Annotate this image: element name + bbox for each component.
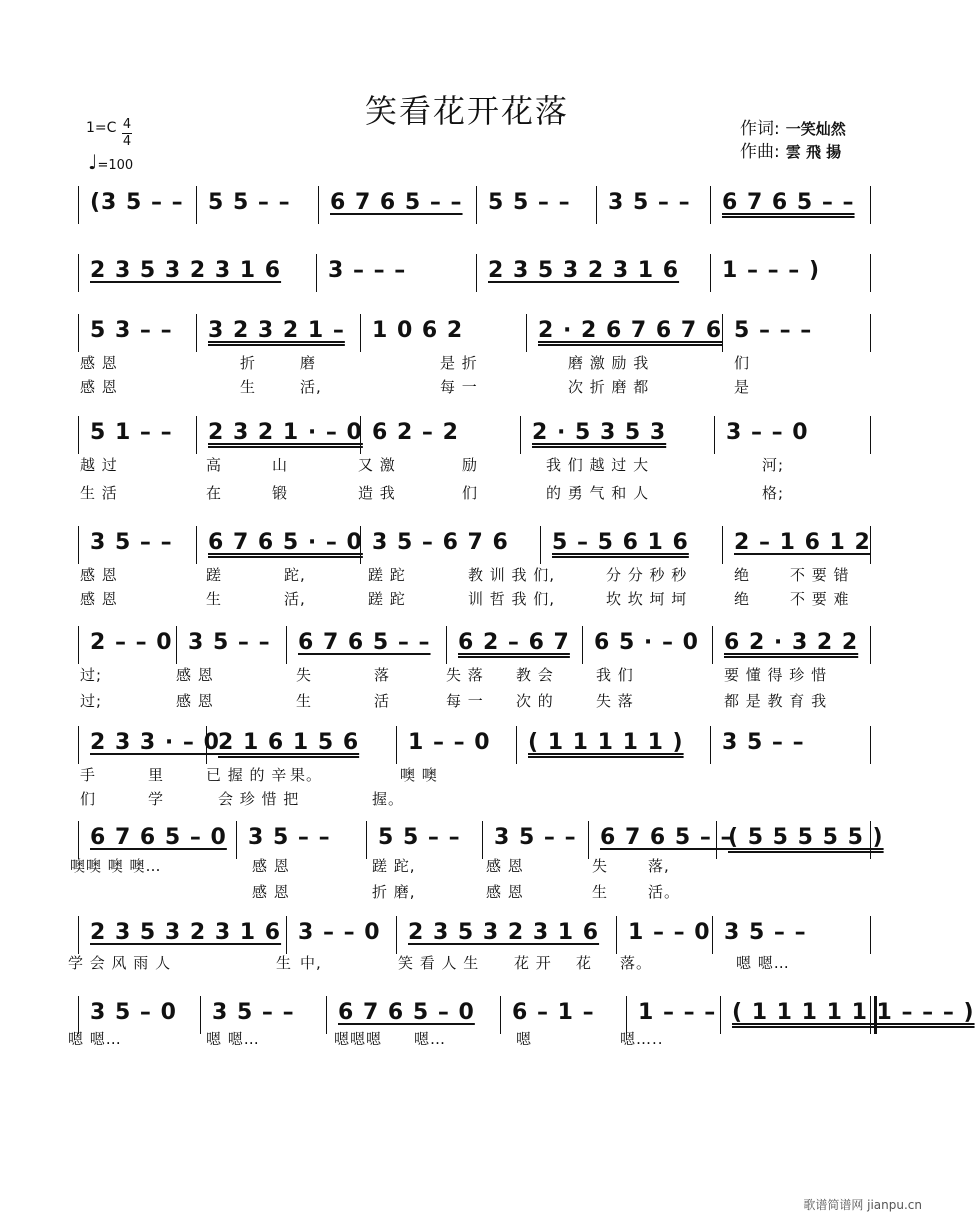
lyric-syllable: 励 xyxy=(462,456,479,474)
lyric-syllable: 中, xyxy=(300,954,322,972)
barline xyxy=(176,626,177,664)
measure: 5 5 – – xyxy=(208,190,291,215)
lyricist-label: 作词: xyxy=(740,119,780,139)
lyric-syllable: 学 xyxy=(148,790,165,808)
lyric-syllable: 不 要 错 xyxy=(790,566,850,584)
lyric-syllable: 们 xyxy=(734,354,751,372)
barline xyxy=(200,996,201,1034)
measure: 2 1 6 1 5 6 xyxy=(218,730,360,755)
final-barline xyxy=(870,314,871,352)
lyric-syllable: 感 恩 xyxy=(486,883,524,901)
composer-label: 作曲: xyxy=(740,142,780,162)
final-barline xyxy=(870,254,871,292)
barline xyxy=(616,916,617,954)
measure: 6 7 6 5 – – xyxy=(600,825,733,850)
barline xyxy=(526,314,527,352)
measure: 3 2 3 2 1 – xyxy=(208,318,345,343)
final-barline xyxy=(870,916,871,954)
lyric-syllable: 过; xyxy=(80,666,103,684)
lyric-syllable: 活, xyxy=(284,590,306,608)
lyric-syllable: 嗯 嗯… xyxy=(206,1030,260,1048)
barline xyxy=(360,314,361,352)
measure: 3 5 – – xyxy=(608,190,691,215)
lyric-syllable: 生 活 xyxy=(80,484,118,502)
barline xyxy=(722,314,723,352)
measure: 5 – 5 6 1 6 xyxy=(552,530,689,555)
lyric-syllable: 是 折 xyxy=(440,354,478,372)
lyric-syllable: 感 恩 xyxy=(486,857,524,875)
lyric-syllable: 绝 xyxy=(734,590,751,608)
lyric-syllable: 生 xyxy=(296,692,313,710)
lyric-syllable: 花 xyxy=(576,954,593,972)
lyric-syllable: 跎, xyxy=(284,566,306,584)
final-barline xyxy=(870,186,871,224)
measure: 2 3 2 1 · – 0 xyxy=(208,420,363,445)
lyric-syllable: 嗯… xyxy=(414,1030,447,1048)
measure: 3 – – 0 xyxy=(726,420,809,445)
measure: 6 7 6 5 · – 0 xyxy=(208,530,363,555)
lyric-syllable: 落。 xyxy=(620,954,653,972)
barline xyxy=(326,996,327,1034)
barline xyxy=(78,254,79,292)
lyric-syllable: 每 一 xyxy=(440,378,478,396)
measure: 1 – – – ) xyxy=(722,258,820,283)
lyric-syllable: 每 一 xyxy=(446,692,484,710)
barline xyxy=(316,254,317,292)
lyric-syllable: 蹉 跎 xyxy=(368,590,406,608)
barline xyxy=(78,526,79,564)
measure: 6 – 1 – xyxy=(512,1000,595,1025)
measure: 2 3 5 3 2 3 1 6 xyxy=(488,258,680,283)
barline xyxy=(710,254,711,292)
lyric-syllable: 嗯 xyxy=(516,1030,533,1048)
lyric-syllable: 会 珍 惜 把 xyxy=(218,790,300,808)
barline xyxy=(78,186,79,224)
measure: 6 7 6 5 – – xyxy=(722,190,855,215)
lyric-syllable: 次 折 磨 都 xyxy=(568,378,650,396)
lyric-syllable: 造 我 xyxy=(358,484,396,502)
lyric-syllable: 活 xyxy=(374,692,391,710)
measure: 3 5 – 0 xyxy=(90,1000,177,1025)
barline xyxy=(596,186,597,224)
lyric-syllable: 锻 xyxy=(272,484,289,502)
quarter-note-icon: ♩ xyxy=(88,150,98,174)
lyric-syllable: 分 分 秒 秒 xyxy=(606,566,688,584)
lyric-syllable: 失 落 xyxy=(596,692,634,710)
lyric-syllable: 生 xyxy=(592,883,609,901)
lyric-syllable: 折 xyxy=(240,354,257,372)
measure: 6 7 6 5 – 0 xyxy=(338,1000,475,1025)
lyric-syllable: 教 训 我 们, xyxy=(468,566,556,584)
barline xyxy=(78,314,79,352)
lyric-syllable: 们 xyxy=(80,790,97,808)
measure: 2 – 1 6 1 2 xyxy=(734,530,871,555)
lyric-syllable: 感 恩 xyxy=(80,566,118,584)
final-barline xyxy=(870,626,871,664)
barline xyxy=(520,416,521,454)
barline xyxy=(196,416,197,454)
tempo-marking xyxy=(88,150,133,174)
barline xyxy=(318,186,319,224)
lyric-syllable: 落, xyxy=(648,857,670,875)
measure: 6 7 6 5 – 0 xyxy=(90,825,227,850)
lyric-syllable: 笑 看 人 生 xyxy=(398,954,480,972)
tempo-value: =100 xyxy=(97,158,134,173)
measure: 2 · 5 3 5 3 xyxy=(532,420,667,445)
lyric-syllable: 果。 xyxy=(290,766,323,784)
lyric-syllable: 又 激 xyxy=(358,456,396,474)
lyric-syllable: 不 要 难 xyxy=(790,590,850,608)
barline xyxy=(722,526,723,564)
lyric-syllable: 蹉 跎, xyxy=(372,857,416,875)
composer-name: 雲 飛 揚 xyxy=(785,143,842,161)
lyric-syllable: 嗯….. xyxy=(620,1030,664,1048)
lyric-syllable: 生 xyxy=(240,378,257,396)
measure: 2 3 5 3 2 3 1 6 xyxy=(408,920,600,945)
lyric-syllable: 蹉 跎 xyxy=(368,566,406,584)
barline xyxy=(712,626,713,664)
barline xyxy=(476,186,477,224)
measure: 5 5 – – xyxy=(378,825,461,850)
lyric-syllable: 生 xyxy=(276,954,293,972)
lyric-syllable: 感 恩 xyxy=(252,883,290,901)
final-barline xyxy=(870,726,871,764)
lyric-syllable: 里 xyxy=(148,766,165,784)
barline xyxy=(286,626,287,664)
measure: 2 – – 0 xyxy=(90,630,173,655)
barline xyxy=(720,996,721,1034)
barline xyxy=(540,526,541,564)
barline xyxy=(78,726,79,764)
lyric-syllable: 已 握 的 辛 xyxy=(206,766,288,784)
lyric-syllable: 我 们 越 过 大 xyxy=(546,456,650,474)
measure: 3 – – – xyxy=(328,258,407,283)
measure: 2 3 5 3 2 3 1 6 xyxy=(90,920,282,945)
measure: ( 5 5 5 5 5 ) xyxy=(728,825,884,850)
lyric-syllable: 训 哲 我 们, xyxy=(468,590,556,608)
measure: 2 · 2 6 7 6 7 6 xyxy=(538,318,723,343)
credits xyxy=(740,118,846,164)
measure: 1 0 6 2 xyxy=(372,318,464,343)
lyric-syllable: 河; xyxy=(762,456,785,474)
barline xyxy=(236,821,237,859)
barline xyxy=(588,821,589,859)
measure: 1 – – 0 xyxy=(628,920,711,945)
key-signature: 1=C xyxy=(86,120,117,136)
measure: 5 5 – – xyxy=(488,190,571,215)
lyric-syllable: 越 过 xyxy=(80,456,118,474)
lyric-syllable: 高 xyxy=(206,456,223,474)
time-denominator: 4 xyxy=(122,134,132,149)
lyric-syllable: 都 是 教 育 我 xyxy=(724,692,828,710)
lyric-syllable: 过; xyxy=(80,692,103,710)
lyric-syllable: 我 们 xyxy=(596,666,634,684)
lyric-syllable: 活。 xyxy=(648,883,681,901)
final-barline xyxy=(870,416,871,454)
lyric-syllable: 手 xyxy=(80,766,97,784)
lyric-syllable: 绝 xyxy=(734,566,751,584)
barline xyxy=(516,726,517,764)
barline xyxy=(710,726,711,764)
measure: 5 – – – xyxy=(734,318,813,343)
barline xyxy=(366,821,367,859)
lyric-syllable: 蹉 xyxy=(206,566,223,584)
lyric-syllable: 坎 坎 坷 坷 xyxy=(606,590,688,608)
lyric-syllable: 失 xyxy=(592,857,609,875)
lyric-syllable: 要 懂 得 珍 惜 xyxy=(724,666,828,684)
measure: 1 – – 0 xyxy=(408,730,491,755)
lyric-syllable: 花 开 xyxy=(514,954,552,972)
measure: 3 5 – – xyxy=(722,730,805,755)
measure: 2 3 5 3 2 3 1 6 xyxy=(90,258,282,283)
barline xyxy=(712,916,713,954)
measure: 3 5 – – xyxy=(188,630,271,655)
lyric-syllable: 活, xyxy=(300,378,322,396)
measure: (3 5 – – xyxy=(90,190,184,215)
barline xyxy=(78,416,79,454)
barline xyxy=(286,916,287,954)
lyric-syllable: 噢噢 噢 噢… xyxy=(70,857,162,875)
measure: 6 7 6 5 – – xyxy=(298,630,431,655)
measure: 3 5 – – xyxy=(248,825,331,850)
measure: 3 5 – 6 7 6 xyxy=(372,530,509,555)
lyric-syllable: 生 xyxy=(206,590,223,608)
measure: ( 1 1 1 1 1 1 – – – ) xyxy=(732,1000,975,1025)
measure: 6 2 – 2 xyxy=(372,420,459,445)
measure: 3 5 – – xyxy=(724,920,807,945)
lyric-syllable: 次 的 xyxy=(516,692,554,710)
lyric-syllable: 山 xyxy=(272,456,289,474)
lyricist-name: 一笑灿然 xyxy=(785,120,846,138)
measure: 5 3 – – xyxy=(90,318,173,343)
lyric-syllable: 格; xyxy=(762,484,785,502)
lyric-syllable: 在 xyxy=(206,484,223,502)
lyric-syllable: 落 xyxy=(374,666,391,684)
lyric-syllable: 磨 激 励 我 xyxy=(568,354,650,372)
measure: 3 5 – – xyxy=(212,1000,295,1025)
lyric-syllable: 感 恩 xyxy=(80,590,118,608)
measure: 5 1 – – xyxy=(90,420,173,445)
barline xyxy=(396,916,397,954)
measure: 3 – – 0 xyxy=(298,920,381,945)
measure: 1 – – – xyxy=(638,1000,717,1025)
barline xyxy=(476,254,477,292)
time-signature xyxy=(122,118,132,149)
barline xyxy=(714,416,715,454)
song-title: 笑看花开花落 xyxy=(364,92,569,130)
lyric-syllable: 感 恩 xyxy=(80,354,118,372)
lyric-syllable: 学 会 风 雨 人 xyxy=(68,954,172,972)
lyric-syllable: 嗯嗯嗯 xyxy=(334,1030,383,1048)
lyric-syllable: 失 落 xyxy=(446,666,484,684)
lyric-syllable: 噢 噢 xyxy=(400,766,438,784)
measure: 6 2 – 6 7 xyxy=(458,630,570,655)
barline xyxy=(396,726,397,764)
barline xyxy=(446,626,447,664)
measure: 3 5 – – xyxy=(494,825,577,850)
lyric-syllable: 教 会 xyxy=(516,666,554,684)
barline xyxy=(196,526,197,564)
lyric-syllable: 磨 xyxy=(300,354,317,372)
barline xyxy=(482,821,483,859)
lyric-syllable: 感 恩 xyxy=(176,692,214,710)
barline xyxy=(78,916,79,954)
lyric-syllable: 的 勇 气 和 人 xyxy=(546,484,650,502)
lyric-syllable: 们 xyxy=(462,484,479,502)
measure: 6 5 · – 0 xyxy=(594,630,699,655)
lyric-syllable: 是 xyxy=(734,378,751,396)
barline xyxy=(500,996,501,1034)
lyric-syllable: 嗯 嗯… xyxy=(736,954,790,972)
lyric-syllable: 感 恩 xyxy=(80,378,118,396)
lyric-syllable: 感 恩 xyxy=(252,857,290,875)
barline xyxy=(710,186,711,224)
barline xyxy=(78,626,79,664)
measure: 2 3 3 · – 0 xyxy=(90,730,220,755)
barline xyxy=(78,821,79,859)
lyric-syllable: 失 xyxy=(296,666,313,684)
measure: 3 5 – – xyxy=(90,530,173,555)
lyric-syllable: 嗯 嗯… xyxy=(68,1030,122,1048)
lyric-syllable: 握。 xyxy=(372,790,405,808)
measure: 6 7 6 5 – – xyxy=(330,190,463,215)
barline xyxy=(582,626,583,664)
measure: 6 2 · 3 2 2 xyxy=(724,630,859,655)
measure: ( 1 1 1 1 1 ) xyxy=(528,730,684,755)
lyric-syllable: 折 磨, xyxy=(372,883,416,901)
time-numerator: 4 xyxy=(122,117,132,132)
lyric-syllable: 感 恩 xyxy=(176,666,214,684)
barline xyxy=(196,186,197,224)
site-watermark: 歌谱简谱网 jianpu.cn xyxy=(803,1198,922,1212)
barline xyxy=(196,314,197,352)
